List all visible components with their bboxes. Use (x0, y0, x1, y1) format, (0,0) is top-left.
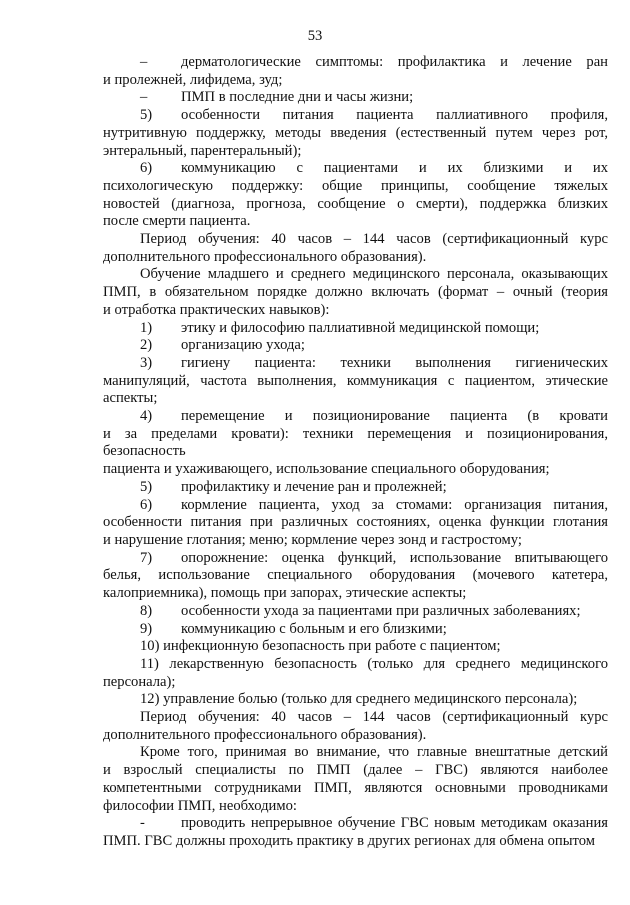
list-item-continuation: особенности питания при различных состояниях, оценка функции глотания (103, 514, 608, 531)
list-item-text: опорожнение: оценка функций, использование впитывающего (181, 549, 608, 566)
list-item-continuation: после смерти пациента. (103, 213, 251, 230)
paragraph-line: 10) инфекционную безопасность при работе с пациентом; (140, 638, 501, 655)
document-body (103, 54, 608, 851)
list-item-text: проводить непрерывное обучение ГВС новым методикам оказания (181, 815, 608, 832)
list-marker: 1) (140, 319, 153, 336)
list-item (103, 355, 608, 373)
list-item-text: коммуникацию с больным и его близкими; (181, 620, 447, 637)
list-item-continuation: энтеральный, парентеральный); (103, 142, 302, 159)
list-item-continuation: калоприемника), помощь при запорах, этические аспекты; (103, 585, 467, 602)
list-marker: 5) (140, 478, 153, 495)
list-item (103, 603, 608, 621)
list-marker: – (140, 54, 148, 70)
list-item-continuation: и нарушение глотания; меню; кормление через зонд и гастростому; (103, 531, 522, 548)
list-item-text: ПМП в последние дни и часы жизни; (181, 89, 414, 106)
list-item-continuation: манипуляций, частота выполнения, коммуникация с пациентом, этические (103, 372, 608, 389)
list-marker: 9) (140, 620, 153, 637)
list-item-continuation: пациента и ухаживающего, использование специального оборудования; (103, 461, 550, 478)
list-item (103, 479, 608, 497)
list-item-continuation: новостей (диагноза, прогноза, сообщение о смерти), поддержка близких (103, 195, 608, 212)
list-item-continuation: и пролежней, лифидема, зуд; (103, 71, 283, 88)
paragraph-line: и отработка практических навыков): (103, 301, 330, 318)
list-item-text: гигиену пациента: техники выполнения гигиенических (181, 354, 608, 371)
list-item-text: дерматологические симптомы: профилактика и лечение ран (181, 54, 608, 70)
list-marker: – (140, 89, 148, 106)
list-marker: - (140, 815, 145, 832)
list-item (103, 337, 608, 355)
list-item (103, 320, 608, 338)
list-item-text: особенности питания пациента паллиативного профиля, (181, 107, 608, 124)
list-marker: 6) (140, 496, 153, 513)
list-item-text: коммуникацию с пациентами и их близкими и их (181, 160, 608, 177)
list-item-text: этику и философию паллиативной медицинской помощи; (181, 319, 540, 336)
list-item-text: организацию ухода; (181, 337, 305, 354)
list-marker: 2) (140, 337, 153, 354)
list-item-text: профилактику и лечение ран и пролежней; (181, 478, 447, 495)
paragraph-line: дополнительного профессионального образования). (103, 726, 427, 743)
list-item-continuation: ПМП. ГВС должны проходить практику в других регионах для обмена опытом (103, 832, 595, 849)
list-item (103, 107, 608, 125)
list-marker: 7) (140, 549, 153, 566)
list-item (103, 497, 608, 515)
paragraph-line: ПМП, в обязательном порядке должно включать (формат – очный (теория (103, 284, 608, 301)
list-item-continuation: аспекты; (103, 390, 158, 407)
paragraph-line: 11) лекарственную безопасность (только для среднего медицинского (140, 655, 608, 672)
list-item (103, 160, 608, 178)
list-item (103, 550, 608, 568)
list-marker: 6) (140, 160, 153, 177)
list-item (103, 408, 608, 426)
list-item-continuation: и за пределами кровати): техники перемещения и позиционирования, безопасность (103, 425, 608, 460)
paragraph-line: компетентными сотрудниками ПМП, являются основными проводниками (103, 779, 608, 796)
paragraph-line: философии ПМП, необходимо: (103, 797, 297, 814)
list-item-text: особенности ухода за пациентами при различных заболеваниях; (181, 602, 581, 619)
paragraph-line: дополнительного профессионального образования). (103, 248, 427, 265)
list-marker: 3) (140, 354, 153, 371)
list-marker: 5) (140, 107, 153, 124)
page-number: 53 (307, 28, 323, 44)
paragraph-line: Период обучения: 40 часов – 144 часов (сертификационный курс (140, 231, 608, 248)
paragraph-line: Период обучения: 40 часов – 144 часов (сертификационный курс (140, 709, 608, 726)
paragraph-line: Кроме того, принимая во внимание, что главные внештатные детский (140, 744, 608, 761)
list-item-continuation: белья, использование специального оборудования (мочевого катетера, (103, 567, 608, 584)
list-item-continuation: психологическую поддержку: общие принципы, сообщение тяжелых (103, 177, 608, 194)
list-item (103, 89, 608, 107)
paragraph-line: персонала); (103, 673, 176, 690)
list-marker: 8) (140, 602, 153, 619)
list-marker: 4) (140, 408, 153, 425)
list-item (103, 621, 608, 639)
paragraph-line: и взрослый специалисты по ПМП (далее – ГВС) являются наиболее (103, 762, 608, 779)
list-item-text: кормление пациента, уход за стомами: организация питания, (181, 496, 608, 513)
list-item-text: перемещение и позиционирование пациента (в кровати (181, 408, 608, 425)
paragraph-line: Обучение младшего и среднего медицинского персонала, оказывающих (140, 266, 608, 283)
list-item-continuation: нутритивную поддержку, методы введения (естественный путем через рот, (103, 124, 608, 141)
list-item (103, 815, 608, 833)
list-item (103, 54, 608, 72)
paragraph-line: 12) управление болью (только для среднего медицинского персонала); (140, 691, 578, 708)
